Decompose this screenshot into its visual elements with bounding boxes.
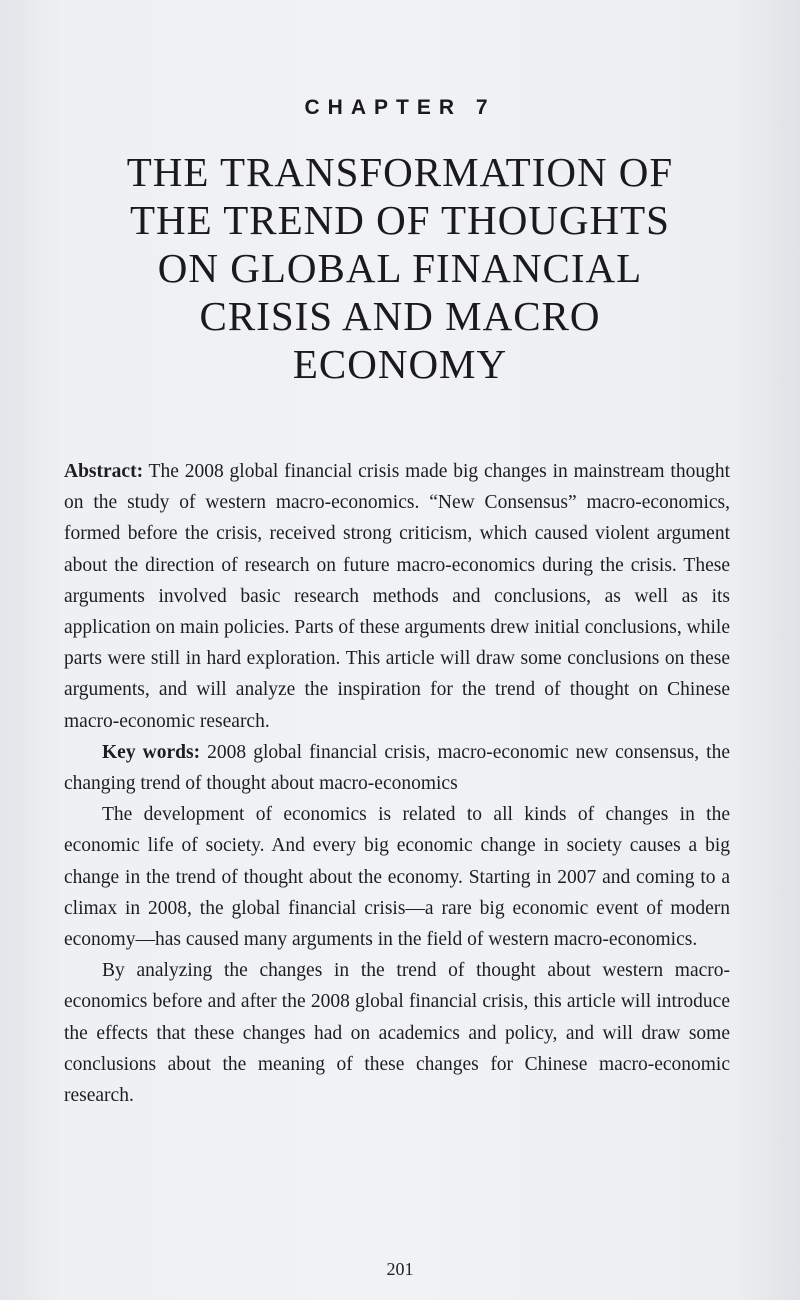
abstract-label: Abstract:	[64, 461, 144, 482]
chapter-title-line: THE TRANSFORMATION OF	[126, 149, 674, 195]
abstract-paragraph	[64, 456, 730, 737]
chapter-title-line: ECONOMY	[292, 341, 508, 387]
chapter-title	[60, 148, 740, 388]
keywords-text: 2008 global financial crisis, macro-economic new consensus, the changing trend of thought about macro-economics	[64, 741, 730, 795]
chapter-title-line: THE TREND OF THOUGHTS	[130, 197, 670, 243]
chapter-label: CHAPTER 7	[304, 96, 496, 119]
chapter-body	[64, 456, 730, 1111]
abstract-text: The 2008 global financial crisis made big changes in mainstream thought on the study of western macro-economics. “New Consensus” macro-economics, formed before the crisis, received strong criticism, which caused violent argument about the direction of research on future macro-economics during the crisis. These arguments involved basic research methods and conclusions, as well as its application on main policies. Parts of these arguments drew initial conclusions, while parts were still in hard exploration. This article will draw some conclusions on these arguments, and will analyze the inspiration for the trend of thought on Chinese macro-economic research.	[64, 461, 730, 732]
body-paragraph: The development of economics is related to all kinds of changes in the economic life of society. And every big economic change in society causes a big change in the trend of thought about the economy. Starting in 2007 and coming to a climax in 2008, the global financial crisis—a rare big economic event of modern economy—has caused many arguments in the field of western macro-economics.	[64, 804, 730, 951]
keywords-paragraph	[64, 737, 730, 799]
body-paragraph: By analyzing the changes in the trend of thought about western macro-economics before and after the 2008 global financial crisis, this article will introduce the effects that these changes had on academics and policy, and will draw some conclusions about the meaning of these changes for Chinese macro-economic research.	[64, 960, 730, 1107]
keywords-label: Key words:	[102, 741, 201, 763]
chapter-title-line: CRISIS AND MACRO	[199, 293, 601, 339]
chapter-title-line: ON GLOBAL FINANCIAL	[157, 245, 643, 291]
page-number: 201	[386, 1259, 414, 1279]
